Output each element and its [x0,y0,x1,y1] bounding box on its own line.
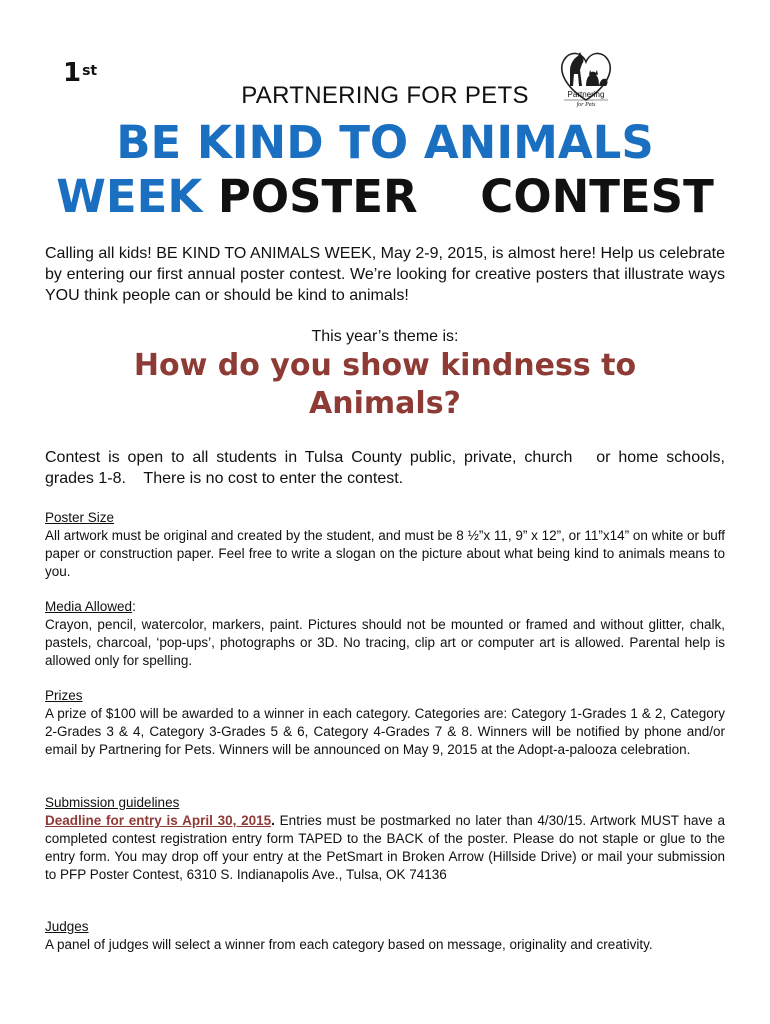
headline-line-1: BE KIND TO ANIMALS [116,116,654,169]
theme-intro: This year’s theme is: [311,328,459,345]
submission-body: Entries must be postmarked no later than 4/30/15. Artwork MUST have a completed contest registration entry form TAPED to the BACK of the poster. Please do not staple or glue to the entry form. You may drop off your entry at the PetSmart in Broken Arrow (Hillside Drive) or mail your submission to PFP Poster Contest, 6310 S. Indianapolis Ave., Tulsa, OK 74136 [45,813,726,882]
logo-text-top: Partnering [567,90,605,99]
judges-heading: Judges [45,919,89,934]
media-heading-colon: : [132,599,136,614]
prizes-heading: Prizes [45,688,83,703]
judges-body: A panel of judges will select a winner from each category based on message, originality and creativity. [45,937,653,952]
headline-poster-contest: POSTER CONTEST [217,170,714,223]
ordinal-suffix: st [82,63,98,79]
logo-text-bottom: for Pets [576,102,596,108]
judges-section [45,918,725,954]
poster-size-body: All artwork must be original and created by the student, and must be 8 ½”x 11, 9” x 12”, or 11”x14” on white or buff paper or construction paper. Feel free to write a slogan on the picture about what being kind to animals means to you. [45,528,725,579]
eligibility-paragraph: Contest is open to all students in Tulsa County public, private, church or home schools, grades 1-8. There is no cost to enter the contest. [45,449,734,487]
poster-size-section [45,509,725,581]
media-section [45,598,725,670]
headline-line-2 [0,170,770,224]
prizes-section [45,687,725,759]
prizes-body: A prize of $100 will be awarded to a winner in each category. Categories are: Category 1-Grades 1 & 2, Category 2-Grades 3 & 4, Category 3-Grades 5 & 6, Category 4-Grades 7 & 8. Winners will be notified by phone and/or email by Partnering for Pets. Winners will be announced on May 9, 2015 at the Adopt-a-palooza celebration. [45,706,725,757]
submission-heading: Submission guidelines [45,795,180,810]
logo-graphic [556,42,616,112]
deadline-text: Deadline for entry is April 30, 2015 [45,813,272,828]
partnering-for-pets-logo [556,42,616,112]
headline-week: WEEK [56,170,203,223]
media-body: Crayon, pencil, watercolor, markers, paint. Pictures should not be mounted or framed and without glitter, chalk, pastels, charcoal, ‘pop-ups’, photographs or 3D. No tracing, clip art or computer art is allowed. Parental help is allowed only for spelling. [45,617,725,668]
deadline-period: . [271,813,275,828]
poster-size-heading: Poster Size [45,510,115,525]
theme-question: How do you show kindness to Animals? [133,348,637,421]
intro-paragraph: Calling all kids! BE KIND TO ANIMALS WEEK, May 2-9, 2015, is almost here! Help us celebrate by entering our first annual poster contest. We’re looking for creative posters that illustrate ways YOU think people can or should be kind to animals! [45,245,725,304]
submission-section [45,794,725,884]
ordinal-number: 1 [63,58,82,88]
org-title: PARTNERING FOR PETS [241,82,529,109]
media-heading: Media Allowed [45,599,133,614]
headline [0,116,770,224]
